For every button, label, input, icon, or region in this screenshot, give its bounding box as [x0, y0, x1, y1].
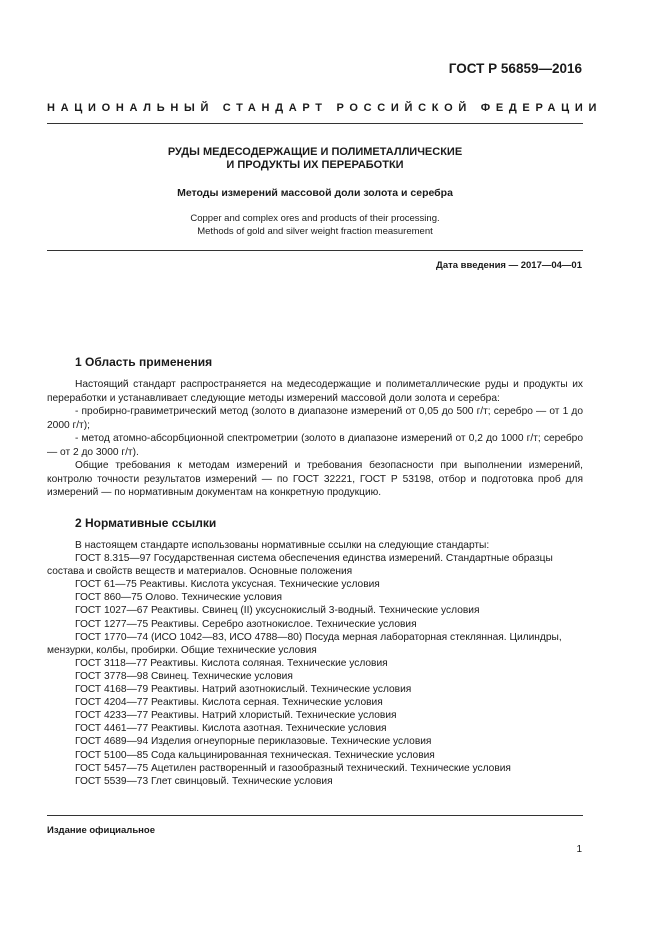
- title-en-line-2: Methods of gold and silver weight fraction measurement: [197, 225, 433, 237]
- section-1-paragraph: - метод атомно-абсорбционной спектрометрии (золото в диапазоне измерений от 0,2 до 1000 г/т; серебро — от 2 до 3000 г/т).: [47, 433, 583, 458]
- intro-date: Дата введения — 2017—04—01: [436, 260, 582, 271]
- reference-item: ГОСТ 1027—67 Реактивы. Свинец (II) уксуснокислый 3-водный. Технические условия: [75, 605, 480, 617]
- section-1-paragraph: - пробирно-гравиметрический метод (золото в диапазоне измерений от 0,05 до 500 г/т; серебро — от 1 до 2000 г/т);: [47, 406, 583, 431]
- section-1-paragraph: Настоящий стандарт распространяется на медесодержащие и полиметаллические руды и продукты их переработки и устанавливает следующие методы измерений массовой доли золота и серебра:: [47, 379, 583, 404]
- document-number: ГОСТ Р 56859—2016: [448, 61, 582, 76]
- title-ru-line-2: И ПРОДУКТЫ ИХ ПЕРЕРАБОТКИ: [226, 159, 404, 171]
- footer-rule: [47, 815, 583, 816]
- header-rule: [47, 123, 583, 124]
- reference-item: ГОСТ 4233—77 Реактивы. Натрий хлористый. Технические условия: [75, 710, 397, 722]
- subtitle-ru: Методы измерений массовой доли золота и серебра: [177, 187, 453, 199]
- reference-item: ГОСТ 3778—98 Свинец. Технические условия: [75, 670, 293, 682]
- title-ru-line-1: РУДЫ МЕДЕСОДЕРЖАЩИЕ И ПОЛИМЕТАЛЛИЧЕСКИЕ: [167, 146, 463, 158]
- reference-item: ГОСТ 1770—74 (ИСО 1042—83, ИСО 4788—80) Посуда мерная лабораторная стеклянная. Цилиндры, мензурки, колбы, пробирки. Общие технические условия: [47, 631, 562, 656]
- reference-item: ГОСТ 3118—77 Реактивы. Кислота соляная. Технические условия: [75, 657, 388, 669]
- section-1-body: [47, 378, 583, 500]
- reference-item: ГОСТ 5100—85 Сода кальцинированная техническая. Технические условия: [75, 749, 435, 761]
- title-ru: [47, 146, 583, 172]
- title-en: [47, 213, 583, 238]
- reference-item: ГОСТ 5457—75 Ацетилен растворенный и газообразный технический. Технические условия: [75, 762, 511, 774]
- reference-item: ГОСТ 4689—94 Изделия огнеупорные периклазовые. Технические условия: [75, 736, 432, 748]
- section-2-body: [47, 539, 583, 788]
- reference-item: ГОСТ 860—75 Олово. Технические условия: [75, 592, 283, 604]
- reference-item: ГОСТ 5539—73 Глет свинцовый. Технические условия: [75, 775, 333, 787]
- reference-item: ГОСТ 1277—75 Реактивы. Серебро азотнокислое. Технические условия: [75, 618, 417, 630]
- edition-note: Издание официальное: [47, 825, 155, 836]
- title-rule: [47, 250, 583, 251]
- section-2-intro: В настоящем стандарте использованы нормативные ссылки на следующие стандарты:: [75, 540, 490, 551]
- section-1-paragraph: Общие требования к методам измерений и требования безопасности при выполнении измерений, контролю точности результатов измерений — по ГОСТ 32221, ГОСТ Р 53198, отбор и подготовка проб для измерений — по нормативным документам на конкретную продукцию.: [47, 460, 583, 498]
- reference-item: ГОСТ 61—75 Реактивы. Кислота уксусная. Технические условия: [75, 579, 380, 591]
- reference-item: ГОСТ 4461—77 Реактивы. Кислота азотная. Технические условия: [75, 723, 387, 735]
- standard-type-heading: НАЦИОНАЛЬНЫЙ СТАНДАРТ РОССИЙСКОЙ ФЕДЕРАЦИИ: [47, 102, 603, 114]
- reference-item: ГОСТ 8.315—97 Государственная система обеспечения единства измерений. Стандартные образцы состава и свойств веществ и материалов. Основные положения: [47, 553, 553, 578]
- section-1-heading: 1 Область применения: [75, 355, 213, 369]
- page-number: 1: [576, 844, 582, 855]
- title-en-line-1: Copper and complex ores and products of their processing.: [190, 213, 440, 224]
- reference-item: ГОСТ 4204—77 Реактивы. Кислота серная. Технические условия: [75, 697, 383, 709]
- section-2-heading: 2 Нормативные ссылки: [75, 516, 217, 530]
- reference-item: ГОСТ 4168—79 Реактивы. Натрий азотнокислый. Технические условия: [75, 684, 412, 696]
